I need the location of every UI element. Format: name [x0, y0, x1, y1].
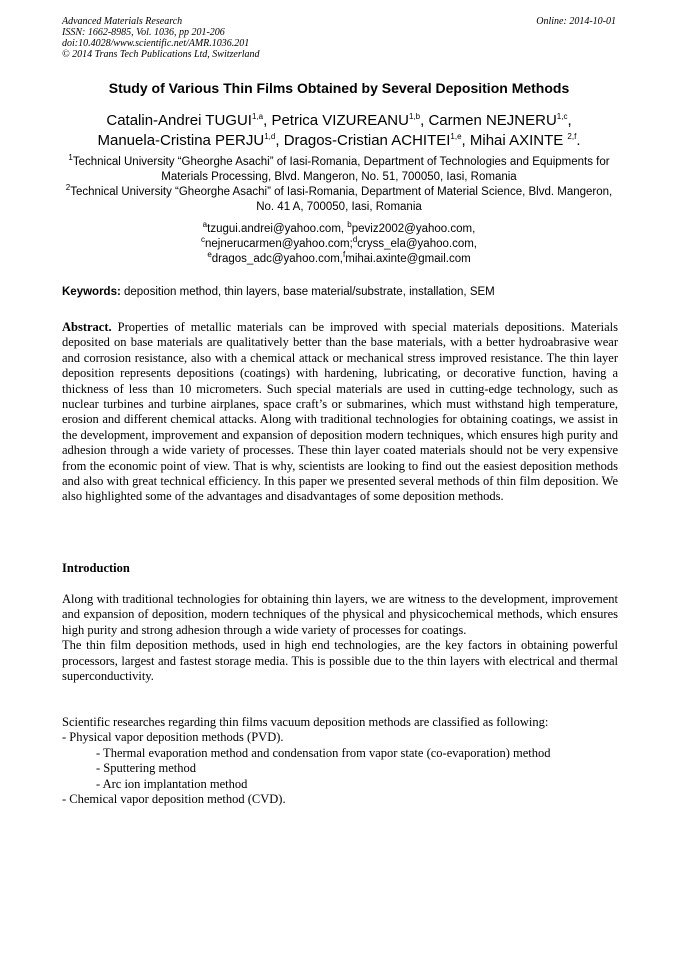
journal-header [62, 16, 482, 60]
list-item: - Physical vapor deposition methods (PVD). [62, 730, 284, 745]
affiliation-text: Technical University “Gheorghe Asachi” of Iasi-Romania, Department of Material Science, Blvd. Mangeron, No. 41 A, 700050, Iasi, Romania [70, 186, 613, 213]
author-sup: 1,d [264, 132, 276, 141]
keywords [62, 285, 618, 300]
affiliation-sup: 1 [68, 153, 73, 163]
doi-line: doi:10.4028/www.scientific.net/AMR.1036.201 [62, 38, 250, 49]
email-link[interactable]: dragos_adc@yahoo.com, [211, 253, 343, 265]
email-link[interactable]: nejnerucarmen@yahoo.com; [205, 238, 353, 250]
email-sup: a [202, 220, 208, 230]
affiliations [56, 155, 622, 215]
online-date: Online: 2014-10-01 [536, 16, 616, 27]
email-sup: d [352, 235, 358, 245]
paper-title: Study of Various Thin Films Obtained by Several Deposition Methods [108, 80, 570, 96]
list-item: - Chemical vapor deposition method (CVD). [62, 792, 286, 807]
journal-name: Advanced Materials Research [62, 16, 183, 27]
author-sup: 1,a [251, 112, 264, 121]
paragraph: Scientific researches regarding thin films vacuum deposition methods are classified as following: [62, 715, 549, 729]
author-sup: 1,e [450, 132, 462, 141]
keywords-label: Keywords: [62, 286, 121, 298]
affiliation-2 [56, 185, 622, 215]
author-name: Catalin-Andrei TUGUI [106, 112, 252, 129]
method-list [62, 715, 618, 807]
introduction-body [62, 592, 618, 684]
email-sup: b [347, 220, 352, 230]
section-heading: Introduction [62, 561, 130, 575]
abstract-text: Properties of metallic materials can be improved with special materials depositions. Materials deposited on base materials are qualitatively better than the base materials, with a better hydroabrasive wear and corrosion resistance, also with a chemical attack or mechanical stress improved resistance. The thin layer deposition represents depositions (coatings) with hardening, lubricating, or decorative function, having a thickness of less than 10 micrometers. Such special materials are used in cutting-edge technology, such as nuclear turbines and turbine airplanes, space craft’s or submarines, which must withstand high temperature, erosion and different chemical attacks. Along with traditional technologies for obtaining coatings, we assist in the development, improvement and expansion of deposition modern techniques, which ensures high purity and adhesion through a wide variety of processes. These thin layer coated materials should not be very expensive from the economic point of view. That is why, scientists are looking to find out the easiest deposition methods and also with great technical efficiency. In this paper we presented several methods of thin film deposition. We also highlighted some of the advantages and disadvantages of some deposition methods. [62, 320, 618, 504]
keywords-text: deposition method, thin layers, base material/substrate, installation, SEM [120, 286, 495, 298]
author-sup: 1,b [408, 112, 421, 121]
email-link[interactable]: cryss_ela@yahoo.com, [357, 238, 477, 250]
issn-line: ISSN: 1662-8985, Vol. 1036, pp 201-206 [62, 27, 225, 38]
author-sup: 2,f [567, 132, 577, 141]
email-sup: f [343, 250, 346, 260]
email-link[interactable]: tzugui.andrei@yahoo.com, [207, 223, 348, 235]
email-list [100, 222, 578, 267]
author-name: Petrica VIZUREANU [271, 112, 409, 129]
affiliation-text: Technical University “Gheorghe Asachi” of Iasi-Romania, Department of Technologies and Equipments for Materials Processing, Blvd. Mangeron, No. 51, 700050, Iasi, Romania [72, 156, 610, 183]
affiliation-1 [56, 155, 622, 185]
author-name: Carmen NEJNERU [428, 112, 557, 129]
copyright-line: © 2014 Trans Tech Publications Ltd, Switzerland [62, 49, 260, 60]
paragraph: The thin film deposition methods, used in high end technologies, are the key factors in obtaining powerful processors, largest and fastest storage media. This is possible due to the thin layers with electrical and thermal superconductivity. [62, 638, 618, 684]
author-sup: 1,c [556, 112, 568, 121]
list-item: - Thermal evaporation method and condensation from vapor state (co-evaporation) method [96, 745, 551, 760]
author-name: Mihai AXINTE [469, 132, 568, 149]
list-item: - Arc ion implantation method [96, 776, 248, 791]
author-list: Catalin-Andrei TUGUI$^{1,a}$, Petrica VIZUREANU$^{1,b}$, Carmen NEJNERU$^{1,c}$, Manuela-Cristina PERJU$^{1,d}$, Dragos-Cristian ACHITEI$^{1,e}$, Mihai AXINTE $^{2,f}$. [97, 112, 581, 149]
author-name: Manuela-Cristina PERJU [97, 132, 265, 149]
affiliation-sup: 2 [65, 183, 71, 193]
email-link[interactable]: mihai.axinte@gmail.com [345, 253, 471, 265]
paragraph: Along with traditional technologies for obtaining thin layers, we are witness to the development, improvement and expansion of deposition, modern techniques of the physical and physicochemical methods, which ensures high purity and strong adhesion through a wide variety of processes for coatings. [62, 592, 618, 637]
list-item: - Sputtering method [96, 761, 196, 776]
email-link[interactable]: peviz2002@yahoo.com, [351, 223, 476, 235]
abstract [62, 320, 618, 505]
author-name: Dragos-Cristian ACHITEI [283, 132, 451, 149]
email-sup: e [207, 250, 212, 260]
email-sup: c [201, 235, 205, 245]
abstract-label: Abstract. [62, 320, 112, 334]
